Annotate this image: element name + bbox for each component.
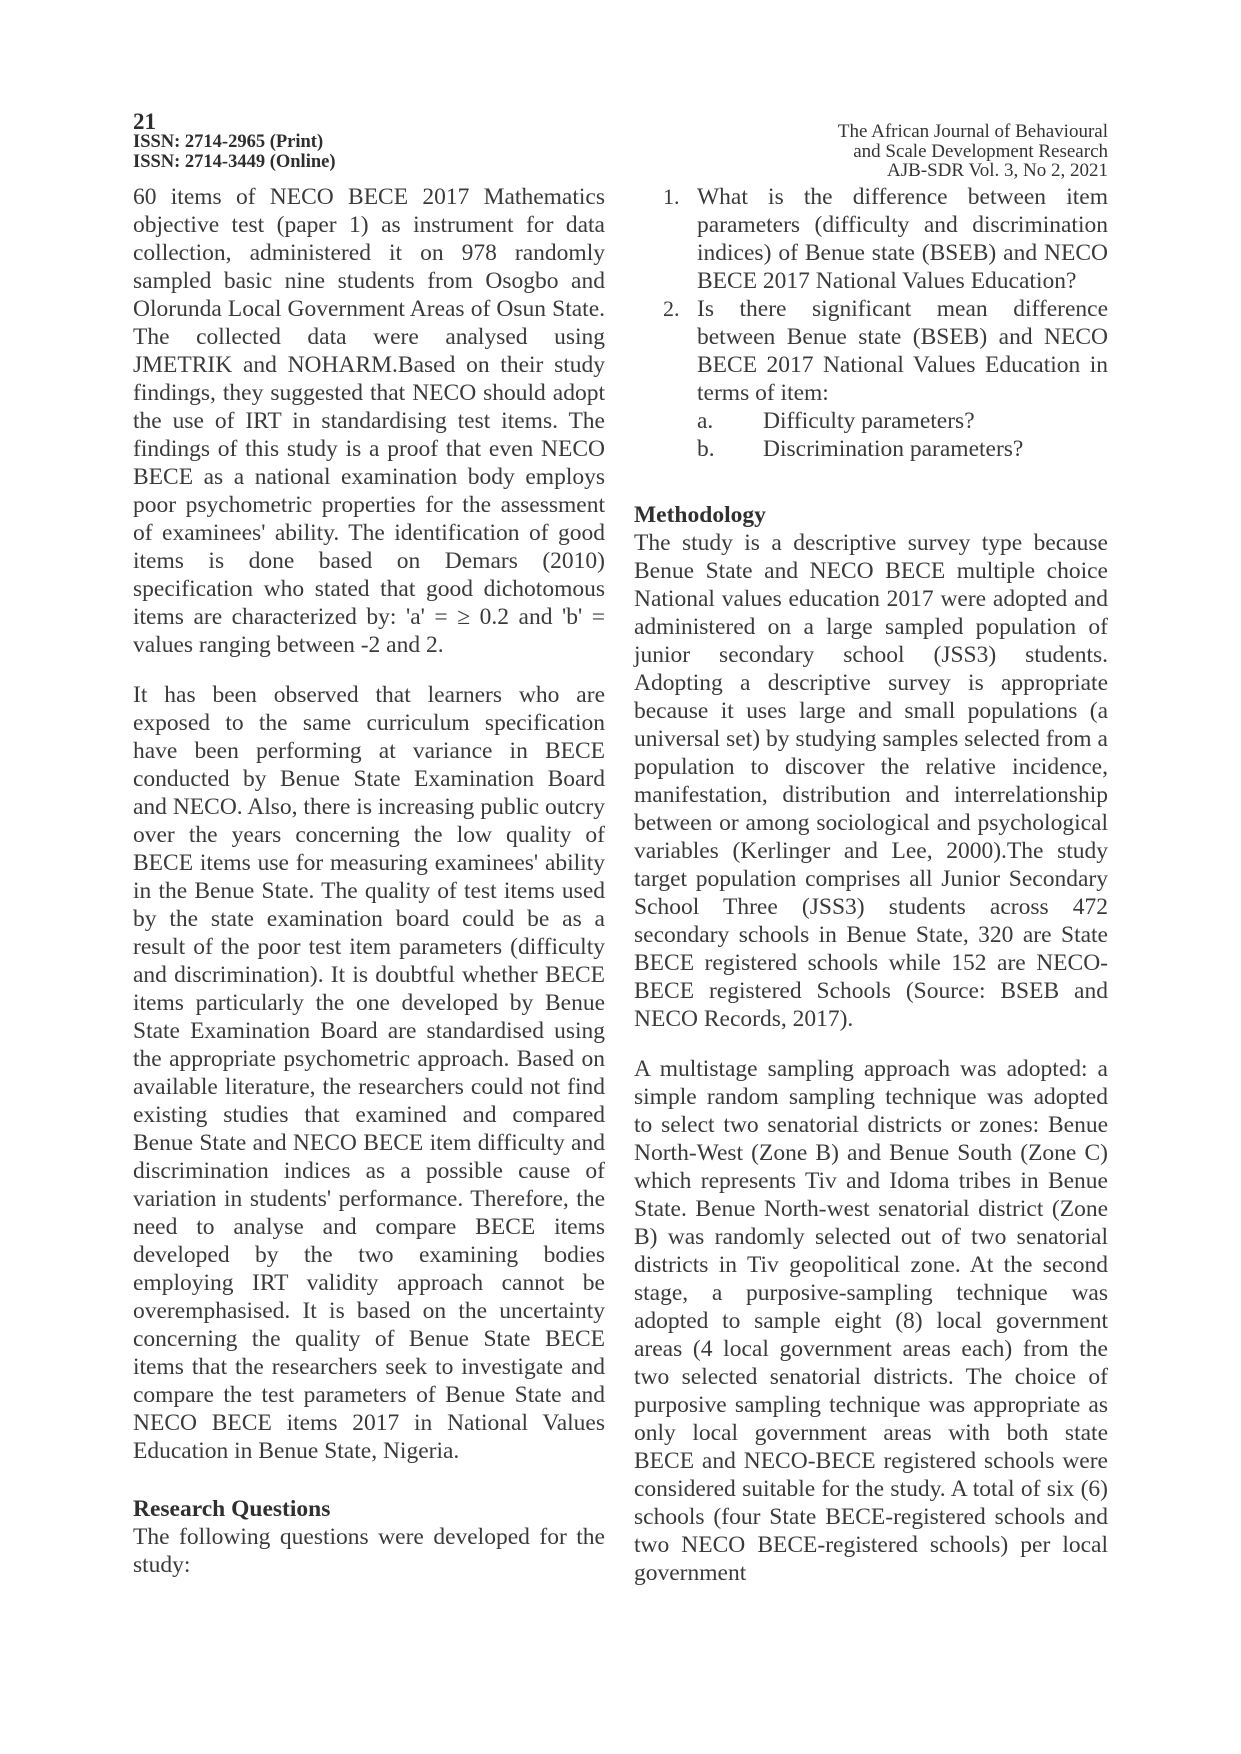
journal-title-line-1: The African Journal of Behavioural <box>837 121 1108 142</box>
question-2-text: Is there significant mean difference between Benue state (BSEB) and NECO BECE 2017 National Values Education in terms of item: <box>697 296 1108 406</box>
right-paragraph-2: A multistage sampling approach was adopted: a simple random sampling technique was adopted to select two senatorial districts or zones: Benue North-West (Zone B) and Benue South (Zone C) which represents Tiv and Idoma tribes in Benue State. Benue North-west senatorial district (Zone B) was randomly selected out of two senatorial districts in Tiv geopolitical zone. At the second stage, a purposive-sampling technique was adopted to sample eight (8) local government areas (4 local government areas each) from the two selected senatorial districts. The choice of purposive sampling technique was appropriate as only local government areas with both state BECE and NECO-BECE registered schools were considered suitable for the study. A total of six (6) schools (four State BECE-registered schools and two NECO BECE-registered schools) per local government <box>634 1056 1108 1586</box>
left-column <box>133 183 605 1579</box>
subitem-b-text: Discrimination parameters? <box>763 436 1024 462</box>
question-2-subitem-b <box>634 435 1108 463</box>
subitem-a-text: Difficulty parameters? <box>763 408 975 434</box>
journal-volume-line: AJB-SDR Vol. 3, No 2, 2021 <box>886 160 1108 181</box>
left-paragraph-3: The following questions were developed for the study: <box>133 1524 605 1578</box>
issn-print: ISSN: 2714-2965 (Print) <box>133 132 324 152</box>
question-2-number: 2. <box>663 296 680 321</box>
right-paragraph-1: The study is a descriptive survey type because Benue State and NECO BECE multiple choice National values education 2017 were adopted and administered on a large sampled population of junior secondary school (JSS3) students. Adopting a descriptive survey is appropriate because it uses large and small populations (a universal set) by studying samples selected from a population to discover the relative incidence, manifestation, distribution and interrelationship between or among sociological and psychological variables (Kerlinger and Lee, 2000).The study target population comprises all Junior Secondary School Three (JSS3) students across 472 secondary schools in Benue State, 320 are State BECE registered schools while 152 are NECO-BECE registered Schools (Source: BSEB and NECO Records, 2017). <box>634 530 1108 1032</box>
question-1-number: 1. <box>663 184 680 209</box>
research-questions-heading: Research Questions <box>133 1496 331 1522</box>
journal-title-line-2: and Scale Development Research <box>853 140 1108 162</box>
research-question-2 <box>634 295 1108 407</box>
subitem-b-label: b. <box>697 436 715 462</box>
header-left-block <box>133 109 463 172</box>
methodology-heading: Methodology <box>634 502 766 528</box>
left-paragraph-2: It has been observed that learners who are exposed to the same curriculum specification have been performing at variance in BECE conducted by Benue State Examination Board and NECO. Also, there is increasing public outcry over the years concerning the low quality of BECE items use for measuring examinees' ability in the Benue State. The quality of test items used by the state examination board could be as a result of the poor test item parameters (difficulty and discrimination). It is doubtful whether BECE items particularly the one developed by Benue State Examination Board are standardised using the appropriate psychometric approach. Based on available literature, the researchers could not find existing studies that examined and compared Benue State and NECO BECE item difficulty and discrimination indices as a possible cause of variation in students' performance. Therefore, the need to analyse and compare BECE items developed by the two examining bodies employing IRT validity approach cannot be overemphasised. It is based on the uncertainty concerning the quality of Benue State BECE items that the researchers seek to investigate and compare the test parameters of Benue State and NECO BECE items 2017 in National Values Education in Benue State, Nigeria. <box>133 682 605 1464</box>
question-2-subitem-a <box>634 407 1108 435</box>
left-paragraph-1: 60 items of NECO BECE 2017 Mathematics objective test (paper 1) as instrument for data collection, administered it on 978 randomly sampled basic nine students from Osogbo and Olorunda Local Government Areas of Osun State. The collected data were analysed using JMETRIK and NOHARM.Based on their study findings, they suggested that NECO should adopt the use of IRT in standardising test items. The findings of this study is a proof that even NECO BECE as a national examination body employs poor psychometric properties for the assessment of examinees' ability. The identification of good items is done based on Demars (2010) specification who stated that good dichotomous items are characterized by: 'a' = ≥ 0.2 and 'b' = values ranging between -2 and 2. <box>133 184 605 658</box>
research-question-1 <box>634 183 1108 295</box>
journal-header-block <box>688 122 1108 181</box>
page-number: 21 <box>133 109 156 134</box>
question-1-text: What is the difference between item parameters (difficulty and discrimination indices) of Benue state (BSEB) and NECO BECE 2017 National Values Education? <box>697 184 1108 294</box>
issn-online: ISSN: 2714-3449 (Online) <box>133 152 336 172</box>
subitem-a-label: a. <box>697 408 714 434</box>
right-column <box>634 183 1108 1587</box>
